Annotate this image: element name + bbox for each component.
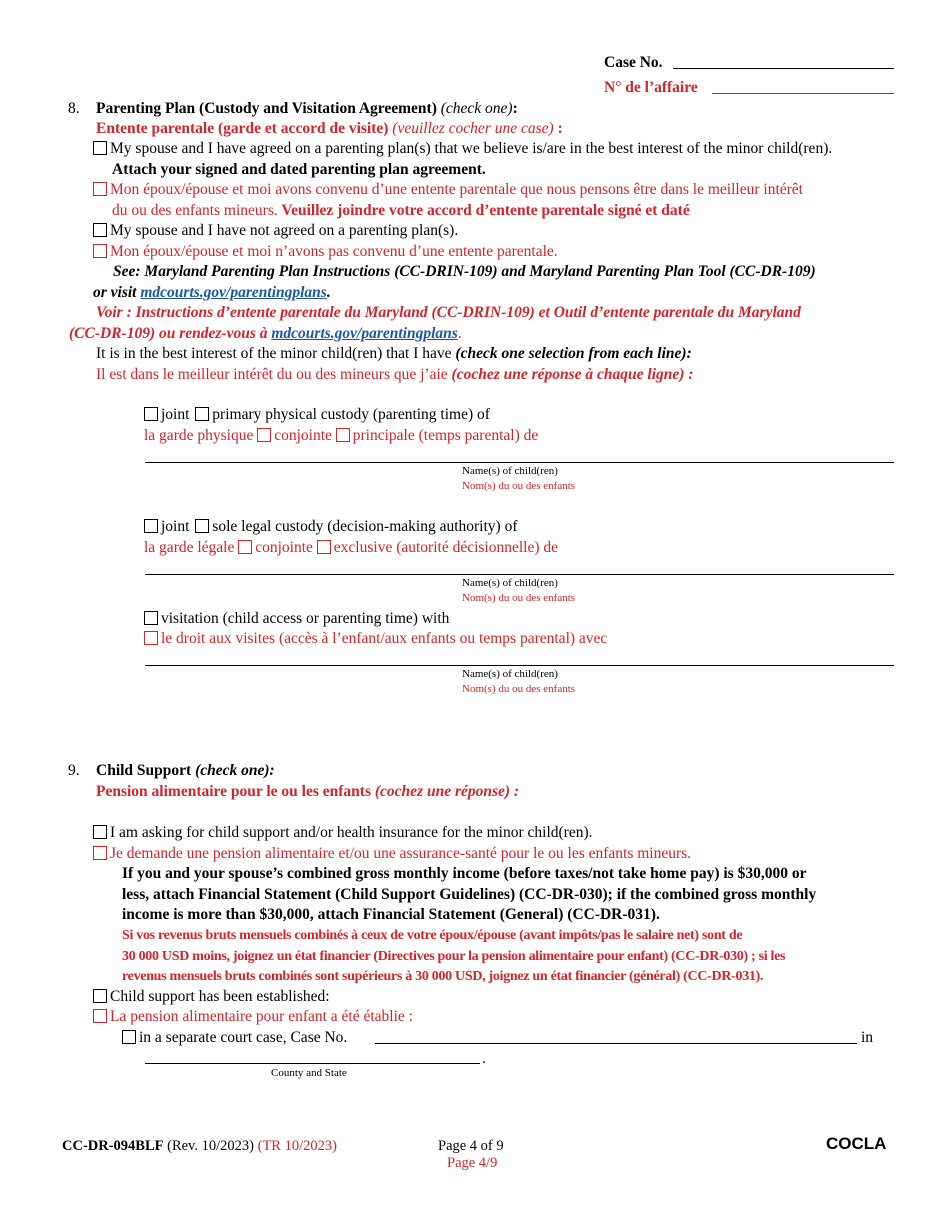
rendez-vous: (CC-DR-109) ou rendez-vous à [69,325,272,342]
asking-support-label-fr: Je demande une pension alimentaire et/ou une assurance-santé pour le ou les enfants mineurs. [110,845,692,862]
option-agreed-fr [93,180,803,199]
see-instructions-line2 [93,283,331,302]
case-no-label: Case No. [604,54,663,71]
best-interest-text-fr: Il est dans le meilleur intérêt du ou des mineurs que j’aie [96,366,452,383]
section-8-title-fr-text: Entente parentale (garde et accord de visite) [96,120,389,137]
county-state-field[interactable] [145,1063,480,1064]
legal-custody-row [144,517,517,536]
agreed-checkbox[interactable] [93,141,107,155]
joint-label-2: joint [161,518,190,535]
not-agreed-label: My spouse and I have not agreed on a parenting plan(s). [110,222,459,239]
income-note-3: income is more than $30,000, attach Financial Statement (General) (CC-DR-031). [122,906,660,923]
physical-custody-label: primary physical custody (parenting time) of [212,406,490,423]
form-id [62,1137,337,1156]
agreed-checkbox-fr[interactable] [93,182,107,196]
attach-plan-note: Attach your signed and dated parenting plan agreement. [112,161,486,178]
physical-custody-row-fr [144,426,538,445]
section-9-title-fr [96,782,519,801]
income-note-fr-1: Si vos revenus bruts mensuels combinés à ceux de votre époux/épouse (avant impôts/pas le salaire net) sont de [122,928,743,943]
section-9-title-text: Child Support [96,762,192,779]
parentingplans-link[interactable]: mdcourts.gov/parentingplans [140,284,327,301]
best-interest [96,344,692,363]
visitation-checkbox-fr[interactable] [144,631,158,645]
principale-label: principale (temps parental) de [352,427,539,444]
page-number: Page 4 of 9 [438,1138,504,1154]
legal-joint-checkbox-fr[interactable] [238,540,252,554]
case-no-label-fr: N° de l’affaire [604,79,698,96]
visitation-label-fr: le droit aux visites (accès à l’enfant/aux enfants ou temps parental) avec [161,630,608,647]
joint-label: joint [161,406,190,423]
established-label: Child support has been established: [110,988,330,1005]
physical-primary-checkbox-fr[interactable] [336,428,350,442]
exclusive-label: exclusive (autorité décisionnelle) de [333,539,559,556]
section-8-check-one-fr: (veuillez cocher une case) [392,120,554,137]
section-8-check-one: (check one) [440,100,513,117]
best-interest-text: It is in the best interest of the minor child(ren) that I have [96,345,456,362]
best-interest-fr [96,365,693,384]
established-label-fr: La pension alimentaire pour enfant a été établie : [110,1008,413,1025]
section-9-check-one-fr: (cochez une réponse) : [371,783,520,800]
best-interest-instruction: (check one selection from each line): [455,345,692,362]
not-agreed-checkbox[interactable] [93,223,107,237]
not-agreed-label-fr: Mon époux/épouse et moi n’avons pas convenu d’une entente parentale. [110,243,558,260]
child-names-caption-3-fr: Nom(s) du ou des enfants [462,683,576,695]
in-label: in [861,1029,874,1046]
physical-custody-row [144,405,490,424]
separate-case-row [122,1028,347,1047]
child-names-caption-1: Name(s) of child(ren) [462,465,558,477]
child-names-field-3[interactable] [145,665,894,666]
asking-support-label: I am asking for child support and/or health insurance for the minor child(ren). [110,824,593,841]
legal-joint-checkbox[interactable] [144,519,158,533]
option-not-agreed [93,221,458,240]
period-fr: . [457,325,462,342]
conjointe-label: conjointe [274,427,332,444]
section-9-title [96,761,275,780]
option-established [93,987,330,1006]
see-instructions-fr-line2 [69,324,462,343]
child-names-field-1[interactable] [145,462,894,463]
physical-primary-checkbox[interactable] [195,407,209,421]
form-translation-revision: (TR 10/2023) [253,1138,337,1154]
child-names-field-2[interactable] [145,574,894,575]
legal-sole-checkbox-fr[interactable] [317,540,331,554]
visitation-row-fr [144,629,607,648]
form-revision: (Rev. 10/2023) [163,1138,254,1154]
section-9-check-one: (check one): [191,762,275,779]
cocla-label: COCLA [826,1134,887,1153]
legal-custody-label: sole legal custody (decision-making authority) of [212,518,518,535]
separate-case-number-field[interactable] [375,1043,857,1044]
child-names-caption-2: Name(s) of child(ren) [462,577,558,589]
asking-support-checkbox[interactable] [93,825,107,839]
legal-sole-checkbox[interactable] [195,519,209,533]
option-asking-support [93,823,593,842]
visitation-row [144,609,449,628]
see-instructions-fr: Voir : Instructions d’entente parentale du Maryland (CC-DRIN-109) et Outil d’entente parentale du Maryland [96,304,801,321]
child-names-caption-2-fr: Nom(s) du ou des enfants [462,592,576,604]
colon-fr: : [553,120,563,137]
section-8-title-text: Parenting Plan (Custody and Visitation Agreement) [96,100,437,117]
section-8-title-fr [96,119,563,138]
conjointe-label-2: conjointe [255,539,313,556]
agreed-label-fr-2: du ou des enfants mineurs. [112,202,278,219]
established-checkbox-fr[interactable] [93,1009,107,1023]
option-agreed-fr-line2 [112,201,690,220]
case-no-field-fr[interactable] [712,93,894,94]
option-asking-support-fr [93,844,691,863]
income-note-fr-2: 30 000 USD moins, joignez un état financier (Directives pour la pension alimentaire pour enfant) (CC-DR-030) ; si les [122,949,786,964]
attach-plan-note-fr: Veuillez joindre votre accord d’entente parentale signé et daté [277,202,690,219]
separate-case-checkbox[interactable] [122,1030,136,1044]
section-8-title [96,99,518,118]
county-period: . [482,1050,486,1067]
separate-case-label: in a separate court case, Case No. [139,1029,348,1046]
physical-joint-checkbox[interactable] [144,407,158,421]
county-state-caption: County and State [271,1067,347,1079]
child-names-caption-3: Name(s) of child(ren) [462,668,558,680]
established-checkbox[interactable] [93,989,107,1003]
colon: : [512,100,518,117]
section-9-title-fr-text: Pension alimentaire pour le ou les enfants [96,783,371,800]
section-9-number: 9. [68,762,80,779]
page-number-fr: Page 4/9 [447,1155,498,1171]
form-id-code: CC-DR-094BLF [62,1138,164,1154]
option-established-fr [93,1007,413,1026]
visitation-checkbox[interactable] [144,611,158,625]
period: . [326,284,331,301]
best-interest-instruction-fr: (cochez une réponse à chaque ligne) : [451,366,694,383]
option-agreed [93,139,832,158]
visitation-label: visitation (child access or parenting time) with [161,610,450,627]
case-no-field[interactable] [673,68,894,69]
section-8-number: 8. [68,100,80,117]
agreed-label: My spouse and I have agreed on a parenting plan(s) that we believe is/are in the best interest of the minor child(ren). [110,140,833,157]
parentingplans-link-fr[interactable]: mdcourts.gov/parentingplans [271,325,458,342]
option-not-agreed-fr [93,242,558,261]
income-note-2: less, attach Financial Statement (Child Support Guidelines) (CC-DR-030); if the combined gross monthly [122,886,817,903]
legal-custody-row-fr [144,538,558,557]
not-agreed-checkbox-fr[interactable] [93,244,107,258]
asking-support-checkbox-fr[interactable] [93,846,107,860]
child-names-caption-1-fr: Nom(s) du ou des enfants [462,480,576,492]
or-visit: or visit [93,284,141,301]
income-note-fr-3: revenus mensuels bruts combinés sont supérieurs à 30 000 USD, joignez un état financier (général) (CC-DR-031). [122,969,764,984]
physical-custody-label-fr: la garde physique [144,427,254,444]
income-note-1: If you and your spouse’s combined gross monthly income (before taxes/not take home pay) is $30,000 or [122,865,807,882]
see-instructions: See: Maryland Parenting Plan Instructions (CC-DRIN-109) and Maryland Parenting Plan Tool (CC-DR-109) [113,263,816,280]
legal-custody-label-fr: la garde légale [144,539,235,556]
agreed-label-fr: Mon époux/épouse et moi avons convenu d’une entente parentale que nous pensons être dans le meilleur intérêt [110,181,803,198]
physical-joint-checkbox-fr[interactable] [257,428,271,442]
